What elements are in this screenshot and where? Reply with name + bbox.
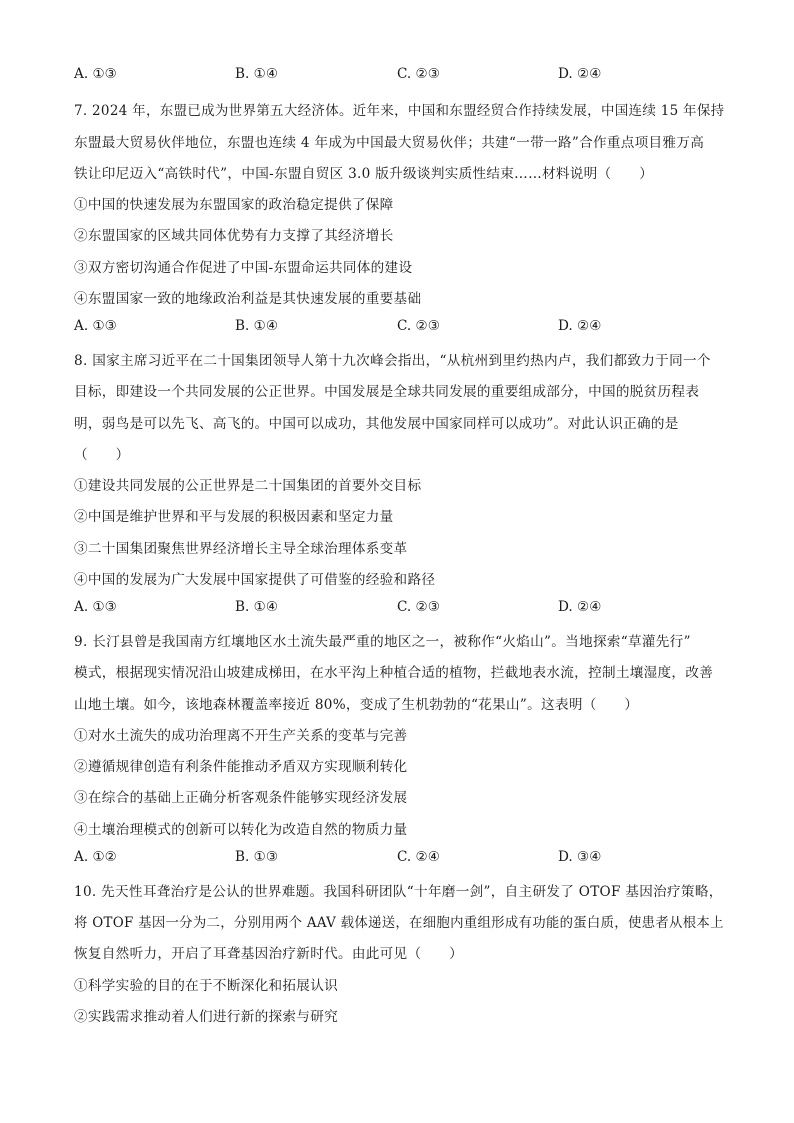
option-c: C. ②③ xyxy=(397,318,440,334)
q10-stem-line: 10. 先天性耳聋治疗是公认的世界难题。我国科研团队“十年磨一剑”，自主研发了 OTOF 基因治疗策略， xyxy=(74,884,723,900)
option-d: D. ②④ xyxy=(558,599,602,615)
option-d: D. ②④ xyxy=(558,66,602,82)
option-c: C. ②④ xyxy=(397,849,440,865)
option-c: C. ②③ xyxy=(397,66,440,82)
q8-stem-line: 明，弱鸟是可以先飞、高飞的。中国可以成功，其他发展中国家同样可以成功”。对此认识正确的是 xyxy=(74,416,679,432)
q8-statement: ③二十国集团聚焦世界经济增长主导全球治理体系变革 xyxy=(74,541,408,557)
option-c: C. ②③ xyxy=(397,599,440,615)
q7-stem-line: 铁让印尼迈入“高铁时代”，中国-东盟自贸区 3.0 版升级谈判实质性结束……材料说明（ ） xyxy=(74,166,654,182)
q8-stem-line: 目标，即建设一个共同发展的公正世界。中国发展是全球共同发展的重要组成部分，中国的脱贫历程表 xyxy=(74,384,700,400)
option-b: B. ①③ xyxy=(235,849,279,865)
q7-options xyxy=(74,318,724,338)
q10-stem-line: 恢复自然听力，开启了耳聋基因治疗新时代。由此可见（ ） xyxy=(74,946,464,962)
option-b: B. ①④ xyxy=(235,66,279,82)
option-a: A. ①③ xyxy=(74,66,117,82)
option-a: A. ①② xyxy=(74,849,117,865)
option-d: D. ②④ xyxy=(558,318,602,334)
q6-options xyxy=(74,66,724,86)
q9-statement: ②遵循规律创造有利条件能推动矛盾双方实现顺利转化 xyxy=(74,759,408,775)
q8-stem-line: （ ） xyxy=(74,447,130,463)
option-d: D. ③④ xyxy=(558,849,602,865)
option-b: B. ①④ xyxy=(235,599,279,615)
q8-statement: ④中国的发展为广大发展中国家提供了可借鉴的经验和路径 xyxy=(74,572,436,588)
q9-stem-line: 山地土壤。如今，该地森林覆盖率接近 80%，变成了生机勃勃的“花果山”。这表明（ ） xyxy=(74,697,639,713)
q7-stem-line: 7. 2024 年，东盟已成为世界第五大经济体。近年来，中国和东盟经贸合作持续发展，中国连续 15 年保持 xyxy=(74,103,725,119)
q9-statement: ③在综合的基础上正确分析客观条件能够实现经济发展 xyxy=(74,790,408,806)
option-b: B. ①④ xyxy=(235,318,279,334)
q8-stem-line: 8. 国家主席习近平在二十国集团领导人第十九次峰会指出，“从杭州到里约热内卢，我们都致力于同一个 xyxy=(74,353,711,369)
q10-stem-line: 将 OTOF 基因一分为二，分别用两个 AAV 载体递送，在细胞内重组形成有功能的蛋白质，使患者从根本上 xyxy=(74,915,724,931)
q9-statement: ④土壤治理模式的创新可以转化为改造自然的物质力量 xyxy=(74,822,408,838)
q9-stem-line: 9. 长汀县曾是我国南方红壤地区水土流失最严重的地区之一，被称作“火焰山”。当地探索“草灌先行” xyxy=(74,634,691,650)
option-a: A. ①③ xyxy=(74,318,117,334)
q8-options xyxy=(74,599,724,619)
q7-statement: ②东盟国家的区域共同体优势有力支撑了其经济增长 xyxy=(74,228,394,244)
q9-options xyxy=(74,849,724,869)
q8-statement: ①建设共同发展的公正世界是二十国集团的首要外交目标 xyxy=(74,478,422,494)
q7-statement: ④东盟国家一致的地缘政治利益是其快速发展的重要基础 xyxy=(74,291,422,307)
q7-statement: ③双方密切沟通合作促进了中国-东盟命运共同体的建设 xyxy=(74,260,413,276)
q9-statement: ①对水土流失的成功治理离不开生产关系的变革与完善 xyxy=(74,728,408,744)
q8-statement: ②中国是维护世界和平与发展的积极因素和坚定力量 xyxy=(74,509,394,525)
q7-stem-line: 东盟最大贸易伙伴地位，东盟也连续 4 年成为中国最大贸易伙伴；共建“一带一路”合作重点项目雅万高 xyxy=(74,135,705,151)
q9-stem-line: 模式，根据现实情况沿山坡建成梯田，在水平沟上种植合适的植物，拦截地表水流，控制土壤湿度，改善 xyxy=(74,665,714,681)
q10-statement: ②实践需求推动着人们进行新的探索与研究 xyxy=(74,1009,338,1025)
option-a: A. ①③ xyxy=(74,599,117,615)
q10-statement: ①科学实验的目的在于不断深化和拓展认识 xyxy=(74,978,338,994)
q7-statement: ①中国的快速发展为东盟国家的政治稳定提供了保障 xyxy=(74,197,394,213)
